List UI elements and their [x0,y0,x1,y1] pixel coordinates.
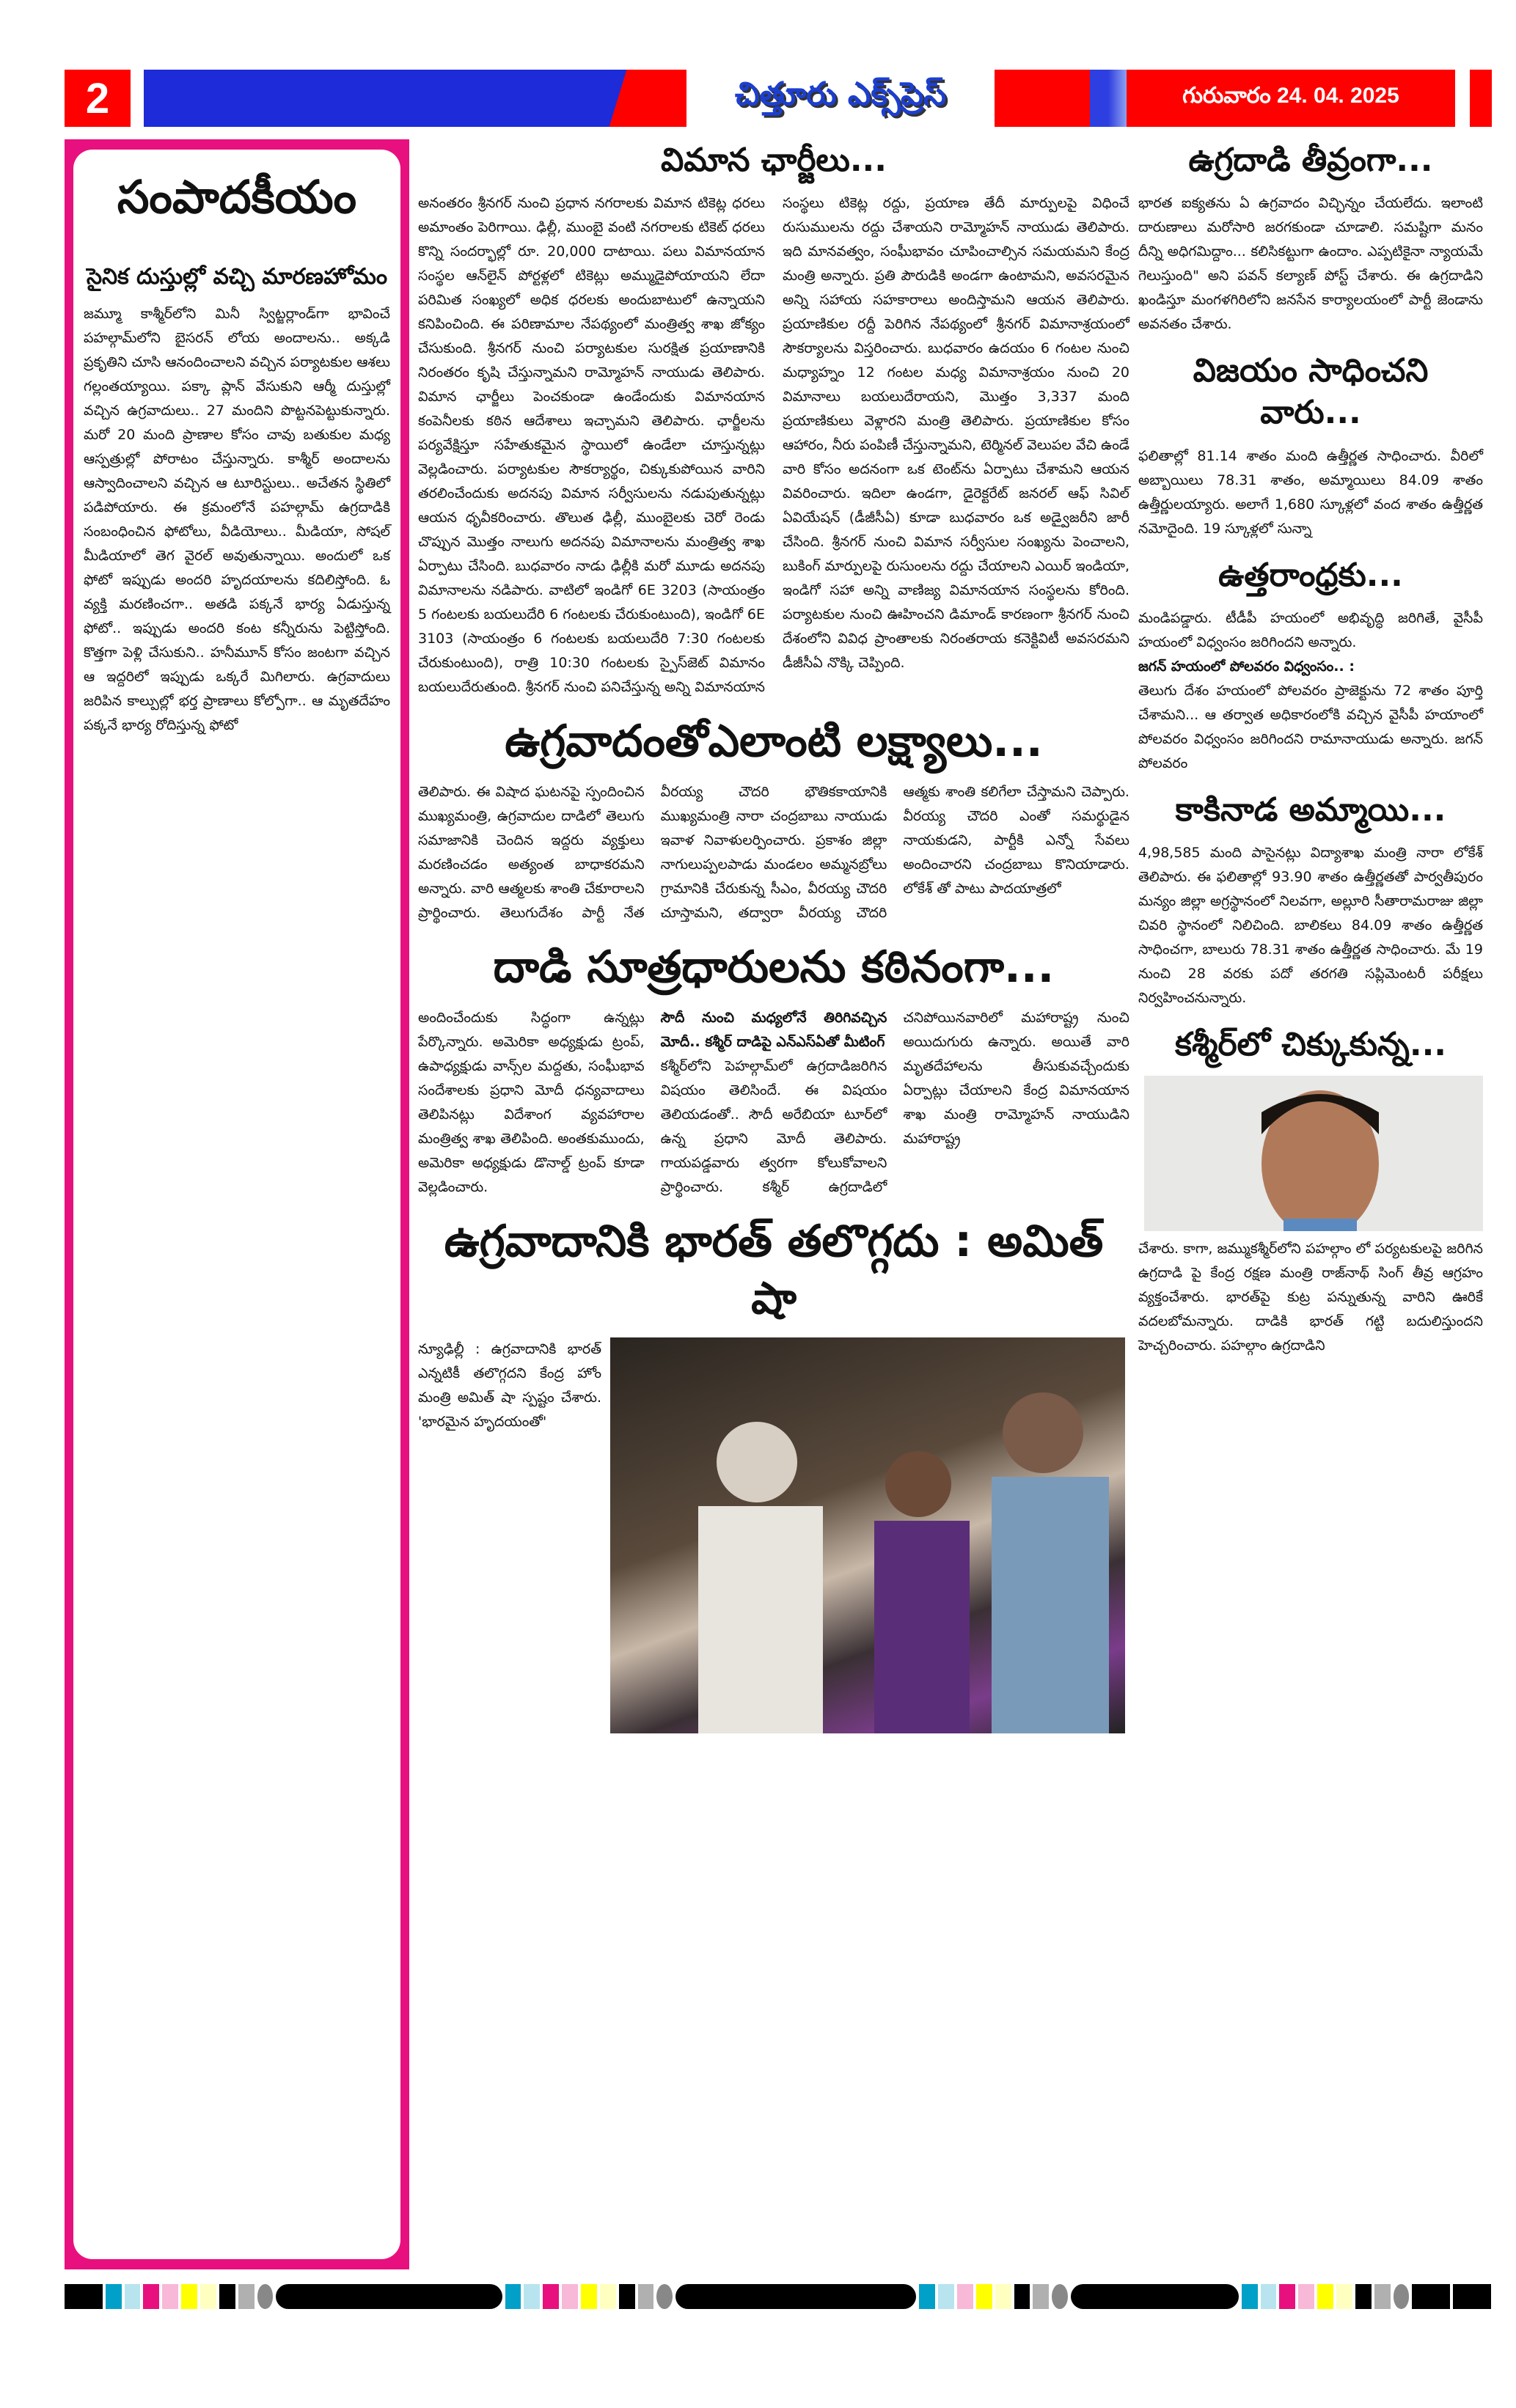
paper-logo: చిత్తూరు ఎక్స్‌ప్రెస్ [686,70,995,127]
article-headline: విజయం సాధించని వారు... [1193,352,1429,432]
article-unsuccessful [1138,350,1483,540]
news-photo-portrait [1144,1076,1483,1231]
article-body: చేశారు. కాగా, జమ్ముకశ్మీర్‌లోని పహల్గాం లో పర్యటకులపై జరిగిన ఉగ్రదాడి పై కేంద్ర రక్షణ మంత్రి రాజ్‌నాథ్ సింగ్ తీవ్ర ఆగ్రహం వ్యక్తంచేశారు. భారత్‌పై కుట్ర పన్నుతున్న వారిని ఊరికే వదలబోమన్నారు. దాడికి భారత్ గట్టి బదులిస్తుందని హెచ్చరించారు. పహల్గాం ఉగ్రదాడిని [1138,1241,1483,1354]
article-masterminds [418,939,1129,1200]
masthead-band [1090,70,1127,127]
editorial-body: జమ్మూ కాశ్మీర్‌లోని మినీ స్విట్జర్లాండ్‌గా భావించే పహల్గామ్‌లోని బైసరన్ లోయ అందాలను.. అక్కడి ప్రకృతిని చూసి ఆనందించాలని వచ్చిన పర్యాటకుల ఆశలు గల్లంతయ్యాయి. పక్కా ప్లాన్ వేసుకుని ఆర్మీ దుస్తుల్లో వచ్చిన ఉగ్రవాదులు.. 27 మందిని పొట్టనపెట్టుకున్నారు. మరో 20 మంది ప్రాణాల కోసం చావు బతుకుల మధ్య ఆస్పత్రుల్లో పోరాటం చేస్తున్నారు. కాశ్మీర్ అందాలను ఆస్వాదించాలని వచ్చిన ఆ టూరిస్టులు.. అచేతన స్థితిలో పడిపోయారు. ఈ క్రమంలోనే పహల్గామ్ ఉగ్రదాడికి సంబంధించిన ఫోటోలు, వీడియోలు.. మీడియా, సోషల్ మీడియాలో తెగ వైరల్ అవుతున్నాయి. అందులో ఒక ఫోటో ఇప్పుడు అందరి హృదయాలను కదిలిస్తోంది. ఓ వ్యక్తి మరణించగా.. అతడి పక్కనే భార్య ఏడుస్తున్న ఫోటో.. ఇప్పుడు అందరి కంట కన్నీరును పెట్టిస్తోంది. కొత్తగా పెళ్లి చేసుకుని.. హనీమూన్ కోసం జంటగా వచ్చిన ఆ ఇద్దరిలో ఇప్పుడు ఒక్కరే మిగిలారు. ఉగ్రవాదులు జరిపిన కాల్పుల్లో భర్త ప్రాణాలు కోల్పోగా.. ఆ మృతదేహం పక్కనే భార్య రోదిస్తున్న ఫోటో [84,306,390,733]
article-subhead: సౌదీ నుంచి మధ్యలోనే తిరిగివచ్చిన మోదీ.. కశ్మీర్ దాడిపై ఎన్ఎస్ఏతో మీటింగ్ [660,1010,887,1051]
article-headline: ఉగ్రవాదానికి భారత్ తలొగ్గదు : అమిత్ షా [444,1216,1104,1325]
article-headline: కాకినాడ అమ్మాయి... [1175,790,1446,829]
article-subhead: జగన్ హయంలో పోలవరం విధ్వంసం.. : [1138,658,1355,675]
article-body: భారత ఐక్యతను ఏ ఉగ్రవాదం విచ్ఛిన్నం చేయలేదు. ఇలాంటి దారుణాలు మరోసారి జరగకుండా చూడాలి. సమష్టిగా మనం దీన్ని అధిగమిద్దాం... కలిసికట్టుగా ఉందాం. ఎప్పటికైనా న్యాయమే గెలుస్తుంది" అని పవన్ కల్యాణ్ పోస్ట్ చేశారు. ఈ ఉగ్రదాడిని ఖండిస్తూ మంగళగిరిలోని జనసేన కార్యాలయంలో పార్టీ జెండాను అవనతం చేశారు. [1138,195,1483,333]
article-headline: విమాన ఛార్జీలు... [661,142,887,179]
issue-date: గురువారం 24. 04. 2025 [1127,70,1455,127]
page-content [65,139,1491,2269]
article-headline: దాడి సూత్రధారులను కఠినంగా... [493,941,1055,994]
photo-illustration [610,1337,1125,1733]
article-amit-shah [418,1213,1129,1733]
article-text: అందించేందుకు సిద్ధంగా ఉన్నట్లు పేర్కొన్నారు. అమెరికా అధ్యక్షుడు ట్రంప్, ఉపాధ్యక్షుడు వాన్స్‌ల మద్దతు, సంఘీభావ సందేశాలకు ప్రధాని మోదీ ధన్యవాదాలు తెలిపినట్లు విదేశాంగ వ్యవహారాల మంత్రిత్వ శాఖ తెలిపింది. అంతకుముందు, అమెరికా అధ్యక్షుడు డొనాల్డ్ ట్రంప్ కూడా వెల్లడించారు. [418,1010,645,1196]
editorial-title: సంపాదకీయం [117,170,357,224]
right-column [1138,139,1483,2269]
article-body: తెలిపారు. ఈ విషాద ఘటనపై స్పందించిన ముఖ్యమంత్రి, ఉగ్రవాదుల దాడిలో తెలుగు సమాజానికి చెందిన ఇద్దరు వ్యక్తులు మరణించడం అత్యంత బాధాకరమని అన్నారు. వారి ఆత్మలకు శాంతి చేకూరాలని ప్రార్థించారు. తెలుగుదేశం పార్టీ నేత వీరయ్య చౌదరి భౌతికకాయానికి ముఖ్యమంత్రి నారా చంద్రబాబు నాయుడు ఇవాళ నివాళులర్పించారు. ప్రకాశం జిల్లా నాగులుప్పలపాడు మండలం అమ్మనబ్రోలు గ్రామానికి చేరుకున్న సీఎం, వీరయ్య చౌదరి చూస్తామని, తద్వారా వీరయ్య చౌదరి ఆత్మకు శాంతి కలిగేలా చేస్తామని చెప్పారు. వీరయ్య చౌదరి ఎంతో సమర్థుడైన నాయకుడని, పార్టీకి ఎన్నో సేవలు అందించారని చంద్రబాబు కొనియాడారు. లోకేశ్ తో పాటు పాదయాత్రలో [418,784,1129,922]
masthead-band [144,70,701,127]
article-headline: ఉత్తరాంధ్రకు... [1218,556,1403,594]
article-terror-attack-severe [1138,139,1483,337]
article-text: మండిపడ్డారు. టీడీపీ హయంలో అభివృద్ధి జరిగితే, వైసీపీ హయంలో విధ్వంసం జరిగిందని అన్నారు. [1138,609,1483,650]
masthead-band [995,70,1090,127]
article-body: అనంతరం శ్రీనగర్ నుంచి ప్రధాన నగరాలకు విమాన టికెట్ల ధరలు అమాంతం పెరిగాయి. ఢిల్లీ, ముంబై వంటి నగరాలకు టికెట్ ధరలు కొన్ని సందర్భాల్లో రూ. 20,000 దాటాయి. పలు విమానయాన సంస్థల ఆన్‌లైన్ పోర్టళ్లలో టికెట్లు అమ్ముడైపోయాయని లేదా పరిమిత సంఖ్యలో అధిక ధరలకు అందుబాటులో ఉన్నాయని కనిపించింది. ఈ పరిణామాల నేపథ్యంలో మంత్రిత్వ శాఖ జోక్యం చేసుకుంది. శ్రీనగర్ నుంచి పర్యాటకుల సురక్షిత ప్రయాణానికి నిరంతరం కృషి చేస్తున్నామని రామ్మోహన్ నాయుడు తెలిపారు. విమాన ఛార్జీలు పెంచకుండా ఉండేందుకు విమానయాన కంపెనీలకు కఠిన ఆదేశాలు ఇచ్చామని తెలిపారు. ఛార్జీలను పర్యవేక్షిస్తూ సహేతుకమైన స్థాయిలో ఉండేలా చూస్తున్నట్లు వెల్లడించారు. పర్యాటకుల సౌకర్యార్థం, చిక్కుకుపోయిన వారిని తరలించేందుకు అదనపు విమాన సర్వీసులను నడుపుతున్నట్లు ఆయన ధృవీకరించారు. తొలుత ఢిల్లీ, ముంబైలకు చెరో రెండు చొప్పున మొత్తం నాలుగు అదనపు విమానాలను మంత్రిత్వ శాఖ ఏర్పాటు చేసింది. బుధవారం నాడు ఢిల్లీకి మరో మూడు అదనపు విమానాలను నడిపారు. వాటిలో ఇండిగో 6E 3203 (సాయంత్రం 5 గంటలకు బయలుదేరి 6 గంటలకు చేరుకుంటుంది), ఇండిగో 6E 3103 (సాయంత్రం 6 గంటలకు బయలుదేరి 7:30 గంటలకు చేరుకుంటుంది), రాత్రి 10:30 గంటలకు స్పైస్‌జెట్ విమానం బయలుదేరుతుంది. శ్రీనగర్ నుంచి పనిచేస్తున్న అన్ని విమానయాన సంస్థలు టికెట్ల రద్దు, ప్రయాణ తేదీ మార్పులపై విధించే రుసుములను రద్దు చేశాయని రామ్మోహన్ నాయుడు తెలిపారు. ఇది మానవత్వం, సంఘీభావం చూపించాల్సిన సమయమని కేంద్ర మంత్రి అన్నారు. ప్రతి పౌరుడికి అండగా ఉంటామని, అవసరమైన అన్ని సహాయ సహకారాలు అందిస్తామని ఆయన తెలిపారు. ప్రయాణికుల రద్దీ పెరిగిన నేపథ్యంలో శ్రీనగర్ విమానాశ్రయంలో సౌకర్యాలను విస్తరించారు. బుధవారం ఉదయం 6 గంటల నుంచి మధ్యాహ్నం 12 గంటల మధ్య విమానాశ్రయం నుంచి 20 విమానాలు బయలుదేరాయని, మొత్తం 3,337 మంది ప్రయాణికులు వెళ్లారని మంత్రి తెలిపారు. ప్రయాణికుల కోసం ఆహారం, నీరు పంపిణీ చేస్తున్నామని, టెర్మినల్ వెలుపల వేచి ఉండే వారి కోసం అదనంగా ఒక టెంట్‌ను ఏర్పాటు చేశామని ఆయన వివరించారు. ఇదిలా ఉండగా, డైరెక్టరేట్ జనరల్ ఆఫ్ సివిల్ ఏవియేషన్ (డీజీసీఏ) కూడా బుధవారం ఒక అడ్వైజరీని జారీ చేసింది. శ్రీనగర్ నుంచి విమాన సర్వీసుల సంఖ్యను పెంచాలని, బుకింగ్ మార్పులపై రుసుంలను రద్దు చేయాలని ఎయిర్ ఇండియా, ఇండిగో సహా అన్ని వాణిజ్య విమానయాన సంస్థలను కోరింది. పర్యాటకుల నుంచి ఊహించని డిమాండ్ కారణంగా శ్రీనగర్ నుంచి దేశంలోని వివిధ ప్రాంతాలకు నిరంతరాయ కనెక్టివిటీ అవసరమని డీజీసీఏ నొక్కి చెప్పింది. [418,195,1129,696]
article-headline: కశ్మీర్‌లో చిక్కుకున్న... [1174,1025,1447,1063]
article-body: 4,98,585 మంది పాసైనట్లు విద్యాశాఖ మంత్రి నారా లోకేశ్ తెలిపారు. ఈ ఫలితాల్లో 93.90 శాతం ఉత్తీర్ణతతో పార్వతీపురం మన్యం జిల్లా అగ్రస్థానంలో నిలవగా, అల్లూరి సీతారామరాజు జిల్లా చివరి స్థానంలో నిలిచింది. బాలికలు 84.09 శాతం ఉత్తీర్ణత సాధించగా, బాలురు 78.31 శాతం ఉత్తీర్ణత సాధించారు. మే 19 నుంచి 28 వరకు పదో తరగతి సప్లిమెంటరీ పరీక్షలు నిర్వహించనున్నారు. [1138,844,1483,1006]
article-body [418,1006,1129,1200]
masthead [65,70,1491,127]
article-uttarandhra [1138,554,1483,776]
news-photo-amit-shah-consoling [610,1337,1125,1733]
masthead-band [1470,70,1492,127]
middle-column [418,139,1129,2269]
article-text: తెలుగు దేశం హయంలో పోలవరం ప్రాజెక్టును 72 శాతం పూర్తి చేశామని... ఆ తర్వాత అధికారంలోకి వచ్చిన వైసీపీ హయాంలో పోలవరం విధ్వంసం జరిగిందని రామానాయుడు అన్నారు. జగన్ పోలవరం [1138,682,1483,771]
article-terror-goals [418,713,1129,925]
article-kakinada-girl [1138,789,1483,1010]
photo-illustration [1144,1076,1483,1231]
article-flight-charges [418,139,1129,700]
article-body: ఫలితాల్లో 81.14 శాతం మంది ఉత్తీర్ణత సాధించారు. వీరిలో అబ్బాయిలు 78.31 శాతం, అమ్మాయిలు 84.09 శాతం ఉత్తీర్ణులయ్యారు. అలాగే 1,680 స్కూళ్లలో వంద శాతం ఉత్తీర్ణత నమోదైంది. 19 స్కూళ్లలో సున్నా [1138,447,1483,537]
article-headline: ఉగ్రవాదంతోఎలాంటి లక్ష్యాలు... [505,716,1043,768]
article-body: న్యూఢిల్లీ : ఉగ్రవాదానికి భారత్ ఎన్నటికీ తలొగ్గదని కేంద్ర హోం మంత్రి అమిత్ షా స్పష్టం చేశారు. 'భారమైన హృదయంతో' [418,1341,601,1431]
article-stuck-in-kashmir [1138,1024,1483,1358]
editorial-box [65,139,409,2269]
article-headline: ఉగ్రదాడి తీవ్రంగా... [1188,142,1433,179]
article-text: కశ్మీర్‌లోని పెహల్గామ్‌లో ఉగ్రదాడిజరిగిన విషయం తెలిసిందే. ఈ విషయం తెలియడంతో.. సౌదీ అరేబియా టూర్‌లో ఉన్న ప్రధాని మోదీ తెలిపారు. గాయపడ్డవారు త్వరగా కోలుకోవాలని ప్రార్థించారు. కశ్మీర్ ఉగ్రదాడిలో చనిపోయినవారిలో మహారాష్ట్ర నుంచి అయిదుగురు ఉన్నారు. అయితే వారి మృతదేహాలను తీసుకువచ్చేందుకు ఏర్పాట్లు చేయాలని కేంద్ర విమానయాన శాఖ మంత్రి రామ్మోహన్ నాయుడిని మహారాష్ట్ర [660,1010,1129,1196]
color-registration-bar [65,2284,1491,2309]
editorial-headline: సైనిక దుస్తుల్లో వచ్చి మారణహోమం [86,264,388,290]
page-number: 2 [65,70,131,127]
article-body [1138,606,1483,776]
